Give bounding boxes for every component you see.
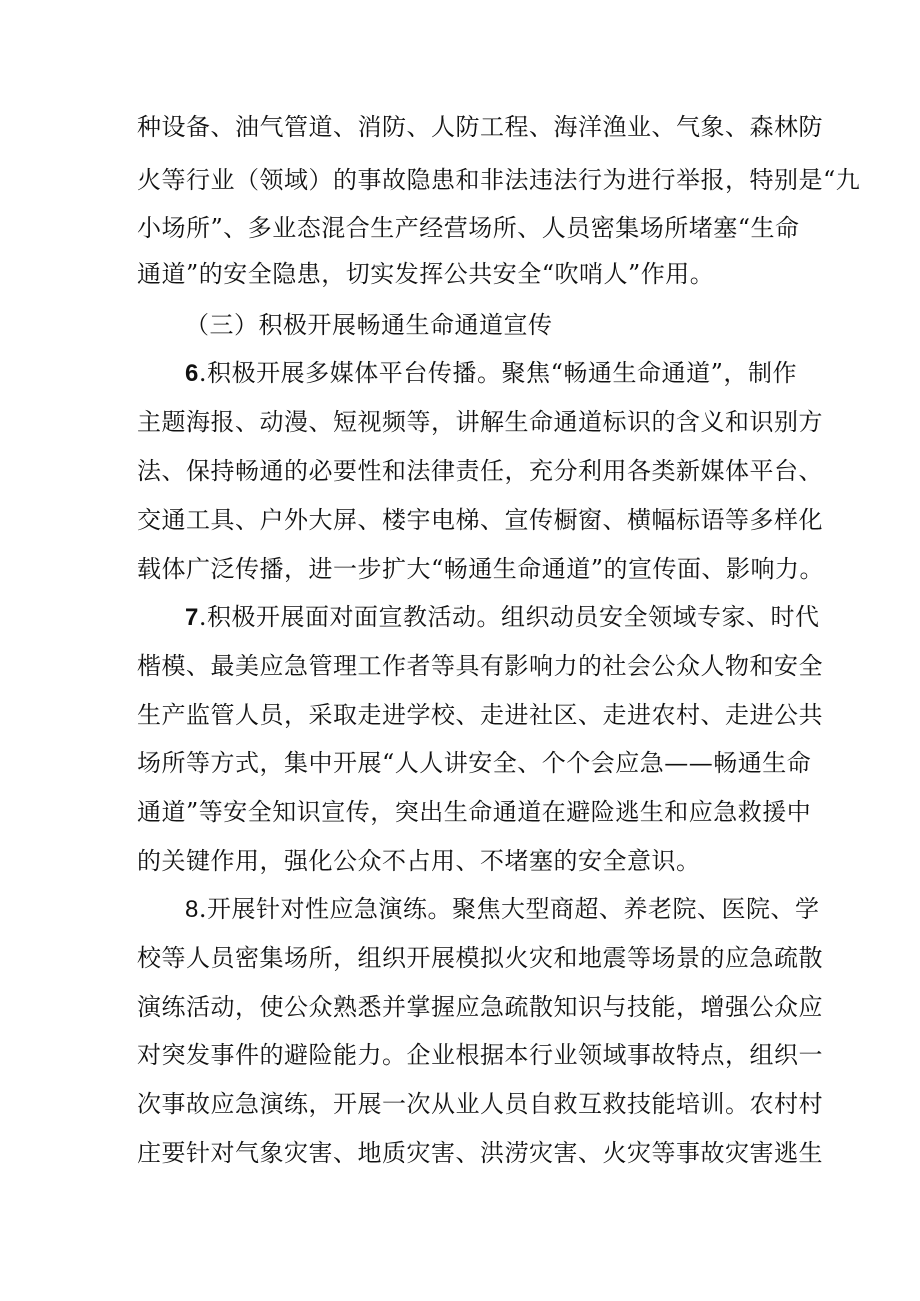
paragraph-line-text: .开展针对性应急演练。聚焦大型商超、养老院、医院、学: [198, 895, 820, 923]
paragraph-line: 演练活动，使公众熟悉并掌握应急疏散知识与技能，增强公众应: [137, 993, 823, 1021]
paragraph-line: [185, 594, 820, 640]
paragraph-line: 通道”等安全知识宣传，突出生命通道在避险逃生和应急救援中: [137, 798, 812, 826]
item-number: 6: [185, 360, 199, 387]
paragraph-line: 交通工具、户外大屏、楼宇电梯、宣传橱窗、横幅标语等多样化: [137, 506, 823, 534]
paragraph-line: 对突发事件的避险能力。企业根据本行业领域事故特点，组织一: [137, 1041, 823, 1069]
paragraph-line: 法、保持畅通的必要性和法律责任，充分利用各类新媒体平台、: [137, 457, 823, 485]
paragraph-line: [185, 886, 820, 932]
paragraph-line: 种设备、油气管道、消防、人防工程、海洋渔业、气象、森林防: [137, 113, 823, 141]
paragraph-line-text: .积极开展多媒体平台传播。聚焦“畅通生命通道”，制作: [198, 359, 797, 387]
paragraph-line: 校等人员密集场所，组织开展模拟火灾和地震等场景的应急疏散: [137, 944, 823, 972]
paragraph-line: 次事故应急演练，开展一次从业人员自救互救技能培训。农村村: [137, 1090, 823, 1118]
paragraph-line: 楷模、最美应急管理工作者等具有影响力的社会公众人物和安全: [137, 652, 823, 680]
paragraph-line: 火等行业（领域）的事故隐患和非法违法行为进行举报，特别是“九: [137, 166, 861, 194]
item-number: 7: [185, 604, 199, 631]
paragraph-line: [185, 350, 797, 396]
paragraph-line: 主题海报、动漫、短视频等，讲解生命通道标识的含义和识别方: [137, 408, 823, 436]
section-heading: （三）积极开展畅通生命通道宣传: [185, 311, 553, 339]
paragraph-line: 通道”的安全隐患，切实发挥公共安全“吹哨人”作用。: [137, 260, 715, 288]
paragraph-line: 的关键作用，强化公众不占用、不堵塞的安全意识。: [137, 847, 701, 875]
item-number: 8: [185, 896, 199, 923]
paragraph-line: 小场所”、多业态混合生产经营场所、人员密集场所堵塞“生命: [137, 214, 800, 242]
paragraph-line: 场所等方式，集中开展“人人讲安全、个个会应急——畅通生命: [137, 749, 812, 777]
paragraph-line: 载体广泛传播，进一步扩大“畅通生命通道”的宣传面、影响力。: [137, 555, 825, 583]
paragraph-line: 生产监管人员，采取走进学校、走进社区、走进农村、走进公共: [137, 701, 823, 729]
paragraph-line-text: .积极开展面对面宣教活动。组织动员安全领域专家、时代: [198, 603, 820, 631]
paragraph-line: 庄要针对气象灾害、地质灾害、洪涝灾害、火灾等事故灾害逃生: [137, 1139, 823, 1167]
